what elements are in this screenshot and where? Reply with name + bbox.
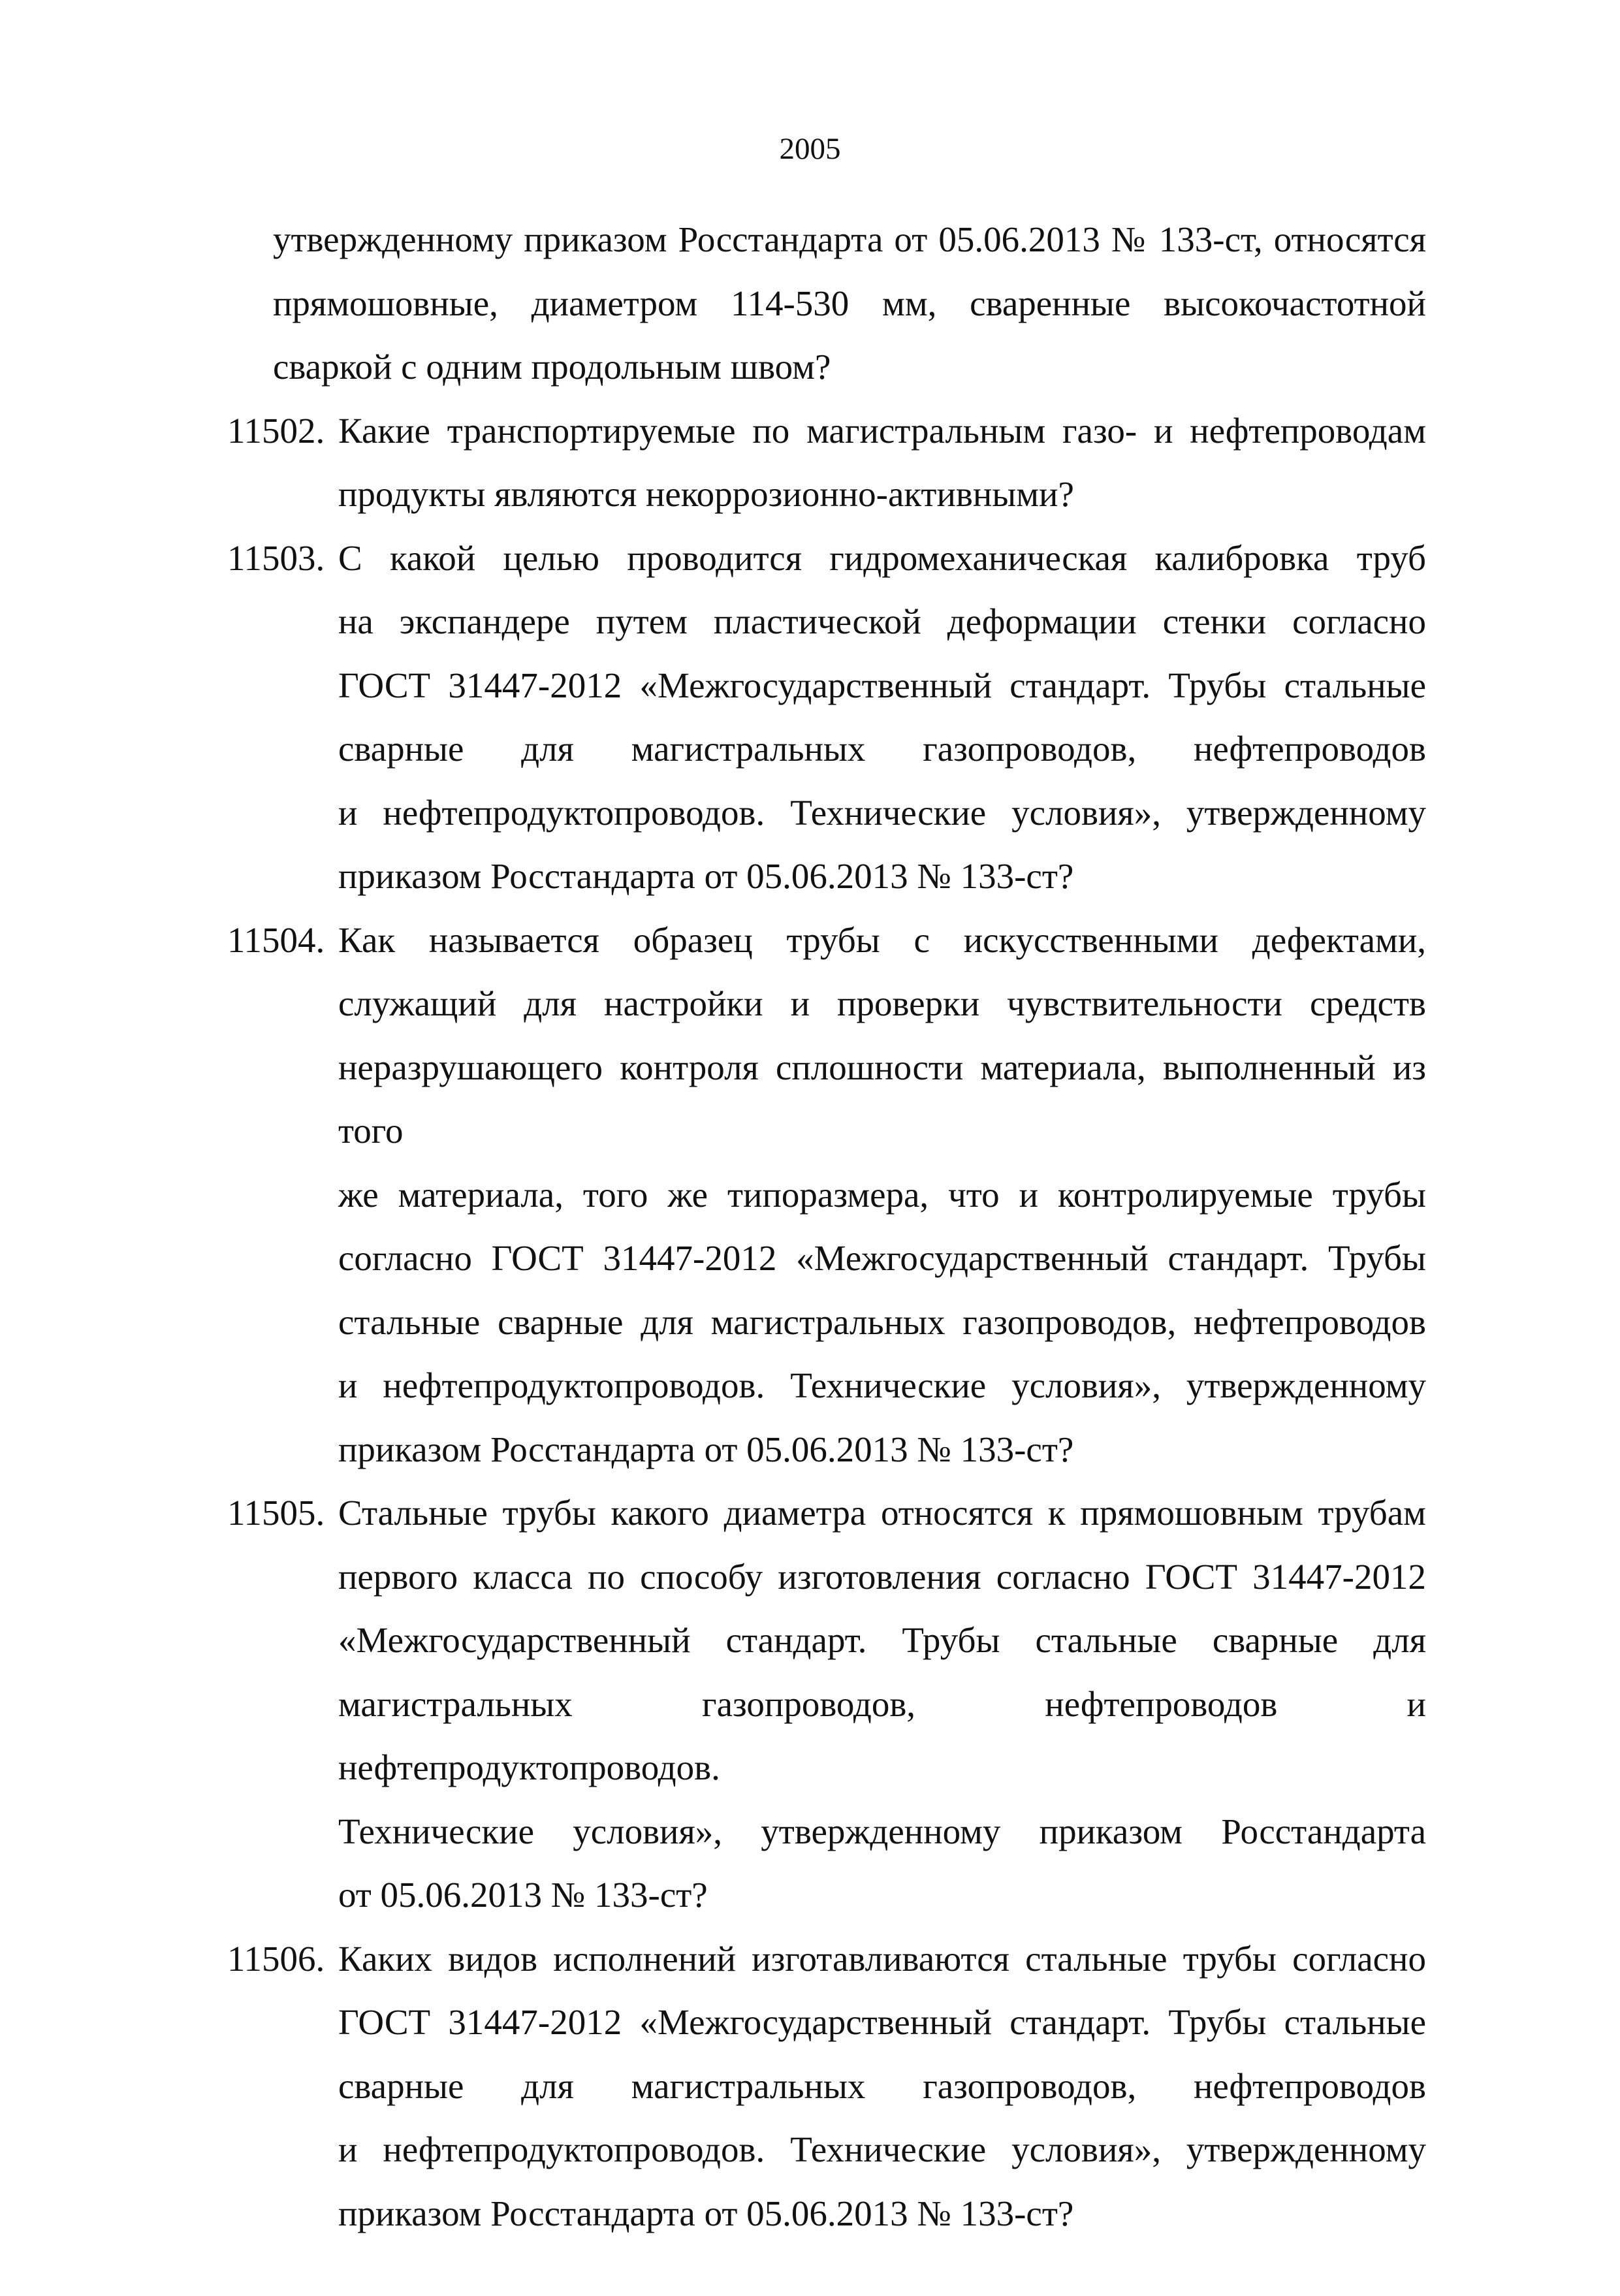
question-item	[227, 1481, 1426, 1927]
text-line: и нефтепродуктопроводов. Технические условия», утвержденному	[338, 1365, 1426, 1405]
text-line: приказом Росстандарта от 05.06.2013 № 133-ст?	[338, 856, 1074, 896]
text-line: же материала, того же типоразмера, что и контролируемые трубы	[338, 1174, 1426, 1215]
question-text	[338, 1927, 1426, 2246]
question-item	[227, 1927, 1426, 2246]
question-text	[338, 1481, 1426, 1927]
text-line: Какие транспортируемые по магистральным газо- и нефтепроводам	[338, 410, 1426, 451]
text-line: продукты являются некоррозионно-активными?	[338, 474, 1074, 514]
continuation-paragraph	[273, 208, 1426, 399]
text-line: и нефтепродуктопроводов. Технические условия», утвержденному	[338, 792, 1426, 833]
text-line: сварные для магистральных газопроводов, нефтепроводов	[338, 2065, 1426, 2106]
question-item	[227, 526, 1426, 908]
text-line: стальные сварные для магистральных газопроводов, нефтепроводов	[338, 1301, 1426, 1342]
question-number: 11506.	[227, 1938, 325, 1979]
text-line: прямошовные, диаметром 114-530 мм, сваренные высокочастотной	[273, 283, 1426, 323]
question-item	[227, 399, 1426, 526]
text-line: Как называется образец трубы с искусственными дефектами,	[338, 919, 1426, 960]
question-item	[227, 908, 1426, 1482]
page-number: 2005	[779, 132, 841, 166]
text-line: Стальные трубы какого диаметра относятся к прямошовным трубам	[338, 1493, 1426, 1533]
text-line: Технические условия», утвержденному приказом Росстандарта	[338, 1811, 1426, 1851]
text-line: сваркой с одним продольным швом?	[273, 347, 831, 387]
text-line: приказом Росстандарта от 05.06.2013 № 133-ст?	[338, 2193, 1074, 2233]
text-line: Каких видов исполнений изготавливаются стальные трубы согласно	[338, 1938, 1426, 1979]
text-line: приказом Росстандарта от 05.06.2013 № 133-ст?	[338, 1429, 1074, 1469]
question-number: 11502.	[227, 410, 325, 451]
text-line: согласно ГОСТ 31447-2012 «Межгосударственный стандарт. Трубы	[338, 1238, 1426, 1278]
text-line: служащий для настройки и проверки чувствительности средств	[338, 983, 1426, 1023]
text-line: ГОСТ 31447-2012 «Межгосударственный стандарт. Трубы стальные	[338, 2002, 1426, 2042]
document-body	[227, 208, 1426, 2245]
text-line: утвержденному приказом Росстандарта от 05.06.2013 № 133-ст, относятся	[273, 219, 1426, 259]
text-line: от 05.06.2013 № 133-ст?	[338, 1875, 708, 1915]
text-line: первого класса по способу изготовления согласно ГОСТ 31447-2012	[338, 1556, 1426, 1597]
text-line: на экспандере путем пластической деформации стенки согласно	[338, 601, 1426, 641]
text-line: ГОСТ 31447-2012 «Межгосударственный стандарт. Трубы стальные	[338, 665, 1426, 705]
question-number: 11503.	[227, 537, 325, 578]
question-number: 11504.	[227, 919, 325, 960]
question-text	[338, 526, 1426, 908]
question-text	[338, 399, 1426, 526]
question-text	[338, 908, 1426, 1482]
text-line: «Межгосударственный стандарт. Трубы стальные сварные для	[338, 1620, 1426, 1660]
text-line: и нефтепродуктопроводов. Технические условия», утвержденному	[338, 2129, 1426, 2169]
text-line: сварные для магистральных газопроводов, нефтепроводов	[338, 729, 1426, 769]
text-line: неразрушающего контроля сплошности материала, выполненный из того	[338, 1047, 1426, 1151]
text-line: магистральных газопроводов, нефтепроводов и нефтепродуктопроводов.	[338, 1683, 1426, 1787]
question-number: 11505.	[227, 1493, 325, 1533]
text-line: С какой целью проводится гидромеханическая калибровка труб	[338, 537, 1426, 578]
